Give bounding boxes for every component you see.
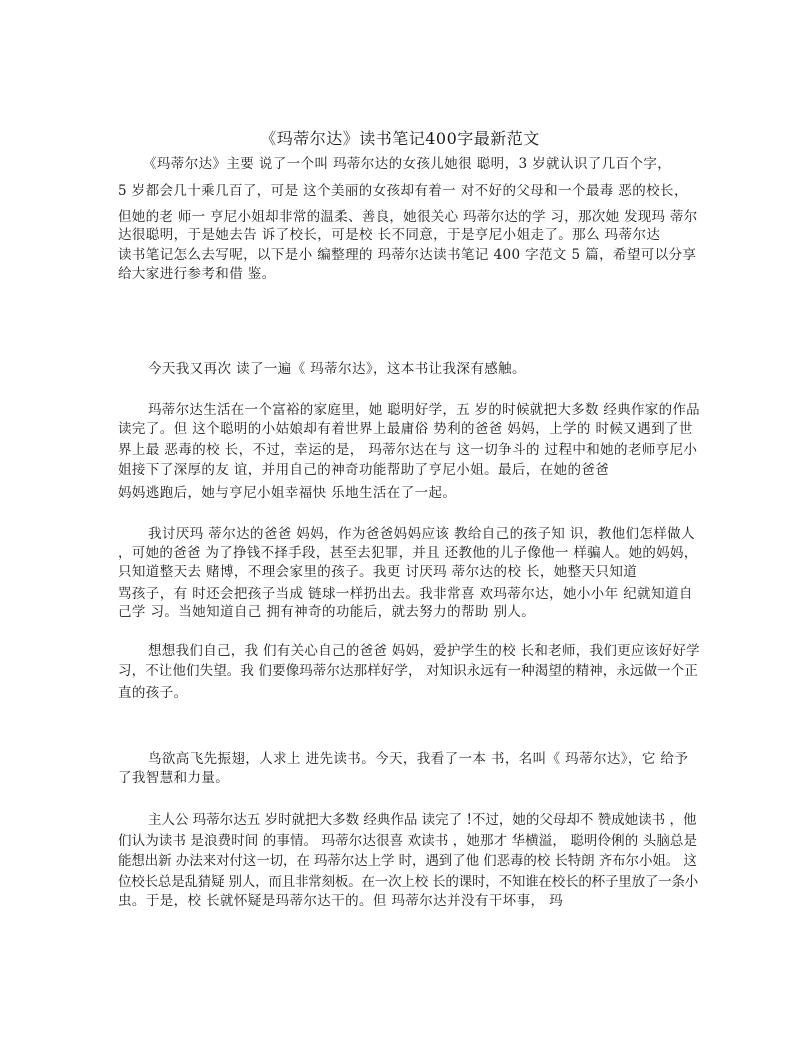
- essay1-line: 习，不让他们失望。我 们要像玛蒂尔达那样好学， 对知识永远有一种渴望的精神，永远做一个正: [118, 663, 698, 679]
- essay2-line: 主人公 玛蒂尔达五 岁时就把大多数 经典作品 读完了 !不过，她的父母却不 赞成她读书 ，他: [148, 812, 697, 828]
- intro-line: 读书笔记怎么去写呢，以下是小 编整理的 玛蒂尔达读书笔记 400 字范文 5 篇，希望可以分享: [118, 247, 697, 263]
- essay1-line: 直的孩子。: [118, 685, 188, 701]
- essay2-line: 虫。于是，校 长就怀疑是玛蒂尔达干的。但 玛蒂尔达并没有干坏事， 玛: [118, 893, 563, 909]
- essay1-line: 妈妈逃跑后，她与亨尼小姐幸福快 乐地生活在了一起。: [118, 485, 457, 501]
- intro-line: 但她的老 师一 亨尼小姐却非常的温柔、善良，她很关心 玛蒂尔达的学 习，那次她 发现玛 蒂尔: [118, 209, 698, 225]
- essay1-line: ，可她的爸爸 为了挣钱不择手段，甚至去犯罪，并且 还教他的儿子像他一 样骗人。她的妈妈，: [118, 545, 698, 561]
- essay1-line: 想想我们自己，我 们有关心自己的爸爸 妈妈，爱护学生的校 长和老师，我们更应该好好学: [148, 643, 700, 659]
- essay2-line: 们认为读书 是浪费时间 的事情。 玛蒂尔达很喜 欢读书 ，她那才 华横溢， 聪明伶俐的 头脑总是: [118, 833, 698, 849]
- essay1-line: 只知道整天去 赌博，不理会家里的孩子。我更 讨厌玛 蒂尔达的校 长，她整天只知道: [118, 564, 638, 580]
- essay2-line: 位校长总是乱猜疑 别人，而且非常刻板。在一次上校 长的课时，不知谁在校长的杯子里放了一条小: [118, 874, 699, 890]
- document-title: 《玛蒂尔达》读书笔记400字最新范文: [260, 129, 540, 148]
- essay1-line: 姐接下了深厚的友 谊，并用自己的神奇功能帮助了亨尼小姐。最后，在她的爸爸: [118, 462, 610, 478]
- intro-line: 达很聪明，于是她去告 诉了校长，可是校 长不同意，于是亨尼小姐走了。那么 玛蒂尔达: [118, 227, 661, 243]
- intro-line: 《玛蒂尔达》主要 说了一个叫 玛蒂尔达的女孩儿她很 聪明，3 岁就认识了几百个字，: [143, 156, 672, 172]
- essay2-line: 了我智慧和力量。: [118, 770, 230, 786]
- intro-line: 5 岁都会几十乘几百了，可是 这个美丽的女孩却有着一 对不好的父母和一个最毒 恶的校长，: [118, 183, 688, 199]
- essay2-line: 鸟欲高飞先振翅，人求上 进先读书。今天，我看了一本 书，名叫《 玛蒂尔达》，它 给予: [148, 751, 689, 767]
- essay1-line: 界上最 恶毒的校 长，不过，幸运的是， 玛蒂尔达在与 这一切争斗的 过程中和她的老师亨尼小: [118, 442, 698, 458]
- essay1-line: 玛蒂尔达生活在一个富裕的家庭里，她 聪明好学，五 岁的时候就把大多数 经典作家的作品: [148, 402, 700, 418]
- essay1-line: 己学 习。当她知道自己 拥有神奇的功能后，就去努力的帮助 别人。: [118, 604, 536, 620]
- essay1-line: 我讨厌玛 蒂尔达的爸爸 妈妈，作为爸爸妈妈应该 教给自己的孩子知 识，教他们怎样做人: [148, 526, 695, 542]
- essay2-line: 能想出新 办法来对付这一切，在 玛蒂尔达上学 时，遇到了他 们恶毒的校 长特朗 齐布尔小姐。 这: [118, 853, 697, 869]
- essay1-line: 今天我又再次 读了一遍《 玛蒂尔达》，这本书让我深有感触。: [148, 361, 526, 377]
- essay1-line: 骂孩子，有 时还会把孩子当成 链球一样扔出去。我非常喜 欢玛蒂尔达，她小小年 纪就知道自: [118, 586, 693, 602]
- essay1-line: 读完了。但 这个聪明的小姑娘却有着世界上最庸俗 势利的爸爸 妈妈，上学的 时候又遇到了世: [118, 421, 693, 437]
- intro-line: 给大家进行参考和借 鉴。: [118, 266, 276, 282]
